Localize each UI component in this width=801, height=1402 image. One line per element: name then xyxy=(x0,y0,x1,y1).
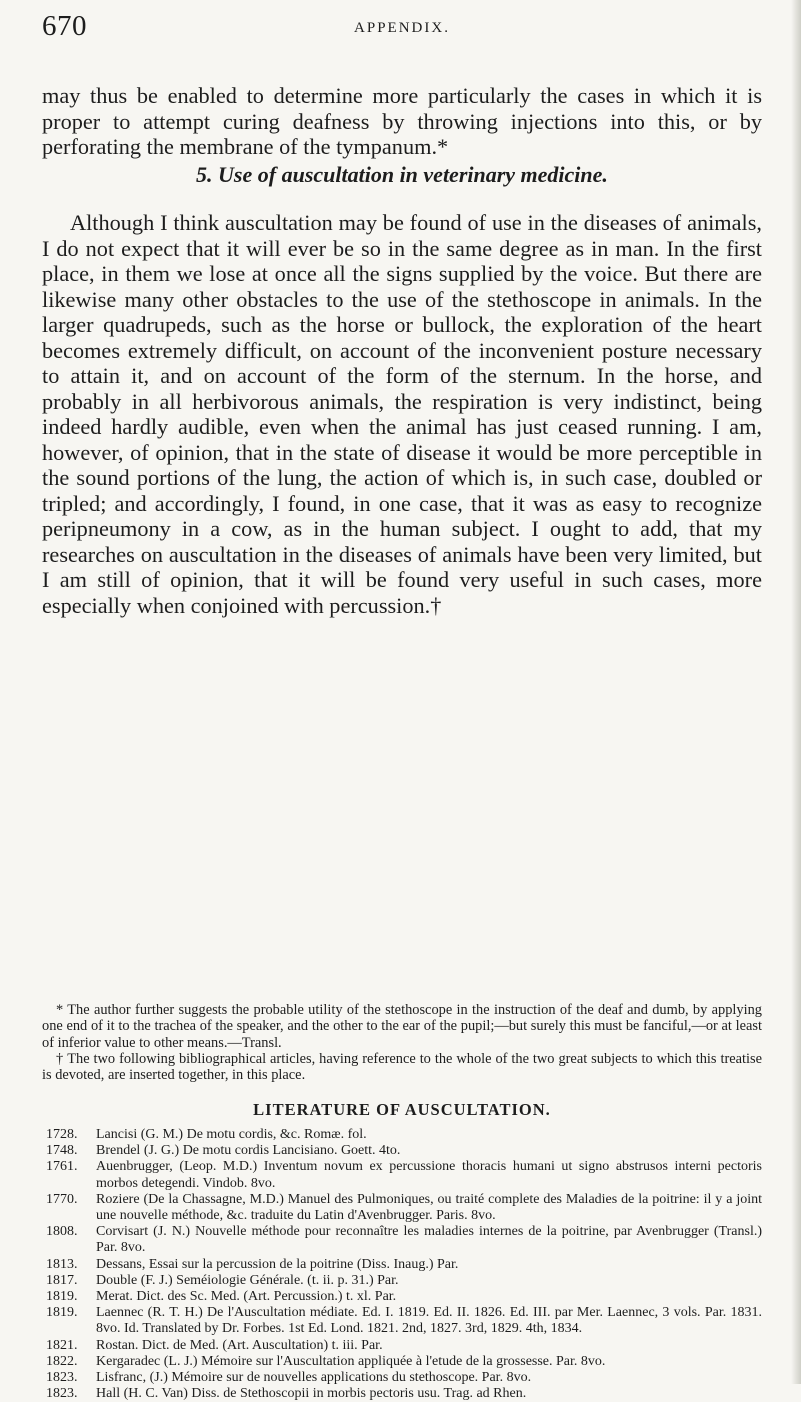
entry-text: Double (F. J.) Seméiologie Générale. (t. ii. p. 31.) Par. xyxy=(96,1272,399,1288)
entry-text: Merat. Dict. des Sc. Med. (Art. Percussion.) t. xl. Par. xyxy=(96,1289,397,1305)
footnotes xyxy=(42,1002,762,1083)
entry-year: 1770. xyxy=(46,1191,78,1207)
entry-year: 1822. xyxy=(46,1353,78,1369)
literature-heading: LITERATURE OF AUSCULTATION. xyxy=(253,1100,551,1119)
literature-list xyxy=(46,1127,762,1402)
entry-text: Rostan. Dict. de Med. (Art. Auscultation) t. iii. Par. xyxy=(96,1337,383,1353)
footnote: * The author further suggests the probable utility of the stethoscope in the instruction of the deaf and dumb, by applying one end of it to the trachea of the speaker, and the other to the ear of the pupil;—but surely this must be fanciful,—or at least of inferior value to other means.—Transl. xyxy=(42,1002,762,1051)
entry-year: 1819. xyxy=(46,1305,78,1321)
entry-year: 1761. xyxy=(46,1159,78,1175)
entry-year: 1817. xyxy=(46,1272,78,1288)
lead-paragraph-block xyxy=(42,83,762,160)
running-head: APPENDIX. xyxy=(354,20,450,36)
entry-year: 1728. xyxy=(46,1127,78,1142)
entry-text: Lancisi (G. M.) De motu cordis, &c. Romæ. fol. xyxy=(96,1127,367,1142)
literature-entry xyxy=(46,1386,762,1402)
entry-year: 1823. xyxy=(46,1386,78,1402)
lead-paragraph: may thus be enabled to determine more particularly the cases in which it is proper to attempt curing deafness by throwing injections into this, or by perforating the membrane of the tympanum.* xyxy=(42,83,762,159)
entry-year: 1821. xyxy=(46,1337,78,1353)
entry-year: 1748. xyxy=(46,1143,78,1159)
entry-text: Brendel (J. G.) De motu cordis Lancisiano. Goett. 4to. xyxy=(96,1143,401,1159)
section-heading: 5. Use of auscultation in veterinary medicine. xyxy=(196,162,608,187)
literature-entry xyxy=(46,1192,762,1224)
literature-entry xyxy=(46,1143,762,1159)
page-header xyxy=(42,10,762,50)
main-paragraph-block xyxy=(42,210,762,618)
entry-text: Auenbrugger, (Leop. M.D.) Inventum novum ex percussione thoracis humani ut signo abstrusos interni pectoris morbos detegendi. Vindob. 8vo. xyxy=(96,1159,762,1191)
literature-entry xyxy=(46,1257,762,1273)
entry-text: Dessans, Essai sur la percussion de la poitrine (Diss. Inaug.) Par. xyxy=(96,1256,459,1272)
entry-text: Laennec (R. T. H.) De l'Auscultation médiate. Ed. I. 1819. Ed. II. 1826. Ed. III. par Mer. Laennec, 3 vols. Par. 1831. 8vo. Id. Translated by Dr. Forbes. 1st Ed. Lond. 1821. 2nd, 1827. 3rd, 1829. 4th, 1834. xyxy=(96,1305,762,1337)
entry-text: Kergaradec (L. J.) Mémoire sur l'Auscultation appliquée à l'etude de la grossesse. Par. 8vo. xyxy=(96,1353,606,1369)
entry-year: 1823. xyxy=(46,1370,78,1386)
entry-text: Hall (H. C. Van) Diss. de Stethoscopii in morbis pectoris usu. Trag. ad Rhen. xyxy=(96,1386,527,1402)
page-edge-shadow xyxy=(791,0,801,1384)
page-number: 670 xyxy=(42,10,87,42)
literature-entry xyxy=(46,1354,762,1370)
entry-year: 1819. xyxy=(46,1289,78,1305)
main-paragraph: Although I think auscultation may be found of use in the diseases of animals, I do not expect that it will ever be so in the same degree as in man. In the first place, in them we lose at once all the signs supplied by the voice. But there are likewise many other obstacles to the use of the stethoscope in animals. In the larger quadrupeds, such as the horse or bullock, the exploration of the heart becomes extremely difficult, on account of the inconvenient posture necessary to attain it, and on account of the form of the sternum. In the horse, and probably in all herbivorous animals, the respiration is very indistinct, being indeed hardly audible, even when the animal has just ceased running. I am, however, of opinion, that in the state of disease it would be more perceptible in the sound portions of the lung, the action of which is, in such case, doubled or tripled; and accordingly, I found, in one case, that it was as easy to recognize peripneumony in a cow, as in the human subject. I ought to add, that my researches on auscultation in the diseases of animals have been very limited, but I am still of opinion, that it will be found very useful in such cases, more especially when conjoined with percussion.† xyxy=(42,210,762,618)
literature-entry xyxy=(46,1338,762,1354)
entry-text: Roziere (De la Chassagne, M.D.) Manuel des Pulmoniques, ou traité complete des Maladies de la poitrine: il y a joint une nouvelle méthode, &c. traduite du Latin d'Avenbrugger. Paris. 8vo. xyxy=(96,1191,762,1224)
literature-entry xyxy=(46,1127,762,1143)
entry-year: 1808. xyxy=(46,1224,78,1240)
footnote: † The two following bibliographical articles, having reference to the whole of the two great subjects to which this treatise is devoted, are inserted together, in this place. xyxy=(42,1050,762,1084)
literature-entry xyxy=(46,1273,762,1289)
literature-entry xyxy=(46,1305,762,1337)
entry-text: Lisfranc, (J.) Mémoire sur de nouvelles applications du stethoscope. Par. 8vo. xyxy=(96,1370,532,1386)
literature-entry xyxy=(46,1224,762,1256)
literature-entry xyxy=(46,1289,762,1305)
entry-year: 1813. xyxy=(46,1256,78,1272)
entry-text: Corvisart (J. N.) Nouvelle méthode pour reconnaître les maladies internes de la poitrine, par Avenbrugger (Transl.) Par. 8vo. xyxy=(96,1224,762,1256)
literature-entry xyxy=(46,1159,762,1191)
